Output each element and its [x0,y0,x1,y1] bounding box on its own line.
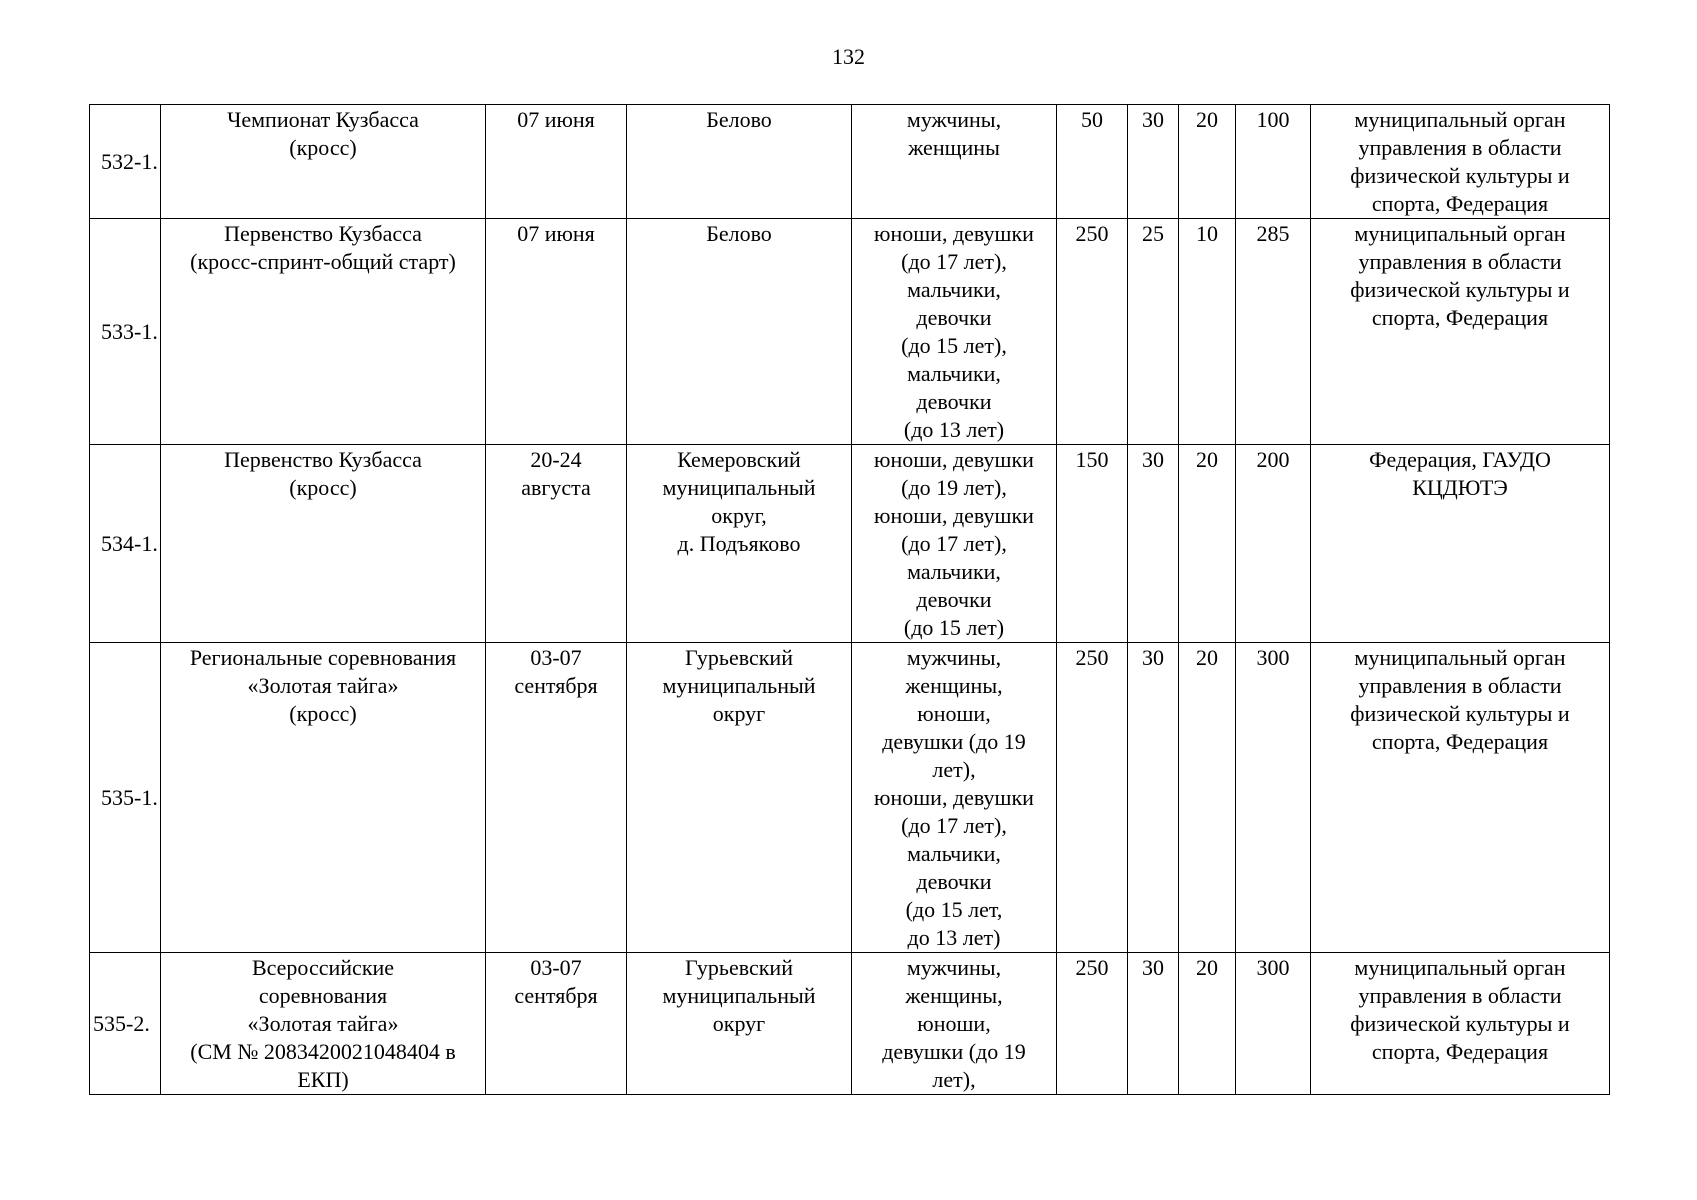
participants [852,105,1057,219]
event-name [161,219,486,445]
row-number: 533-1. [90,219,161,445]
count-3: 20 [1179,445,1236,643]
organizer-line: управления в области [1358,983,1562,1008]
participants-line: (до 19 лет), [901,475,1007,500]
participants-line: женщины [908,135,1000,160]
count-2: 30 [1128,105,1179,219]
event-place [627,219,852,445]
count-1: 150 [1057,445,1128,643]
count-3: 10 [1179,219,1236,445]
organizer [1311,219,1610,445]
event-dates-line: 07 июня [517,221,595,246]
organizer [1311,953,1610,1095]
participants-line: девушки (до 19 [882,729,1026,754]
count-total: 100 [1236,105,1311,219]
event-name-line: соревнования [258,983,388,1008]
event-place [627,445,852,643]
participants-line: (до 15 лет), [901,333,1007,358]
count-1: 50 [1057,105,1128,219]
event-place-line: муниципальный [662,475,816,500]
event-place [627,105,852,219]
page-number: 132 [832,44,865,69]
event-dates-line: 07 июня [517,107,595,132]
event-place-line: муниципальный [662,673,816,698]
organizer-line: управления в области [1358,135,1562,160]
count-1: 250 [1057,953,1128,1095]
participants-line: (до 15 лет) [903,615,1005,640]
organizer-line: управления в области [1358,249,1562,274]
count-1: 250 [1057,219,1128,445]
count-2: 30 [1128,643,1179,953]
participants-line: лет), [932,1067,976,1092]
participants-line: мужчины, [906,645,1002,670]
event-name-line: (кросс) [289,135,357,160]
row-number: 535-1. [90,643,161,953]
event-place-line: округ [712,1011,766,1036]
event-place-line: муниципальный [662,983,816,1008]
participants-line: юноши, [917,1011,991,1036]
count-2: 30 [1128,445,1179,643]
participants-line: девочки [916,587,992,612]
participants-line: девочки [916,389,992,414]
participants [852,219,1057,445]
participants-line: мальчики, [907,361,1001,386]
row-number: 534-1. [90,445,161,643]
organizer-line: муниципальный орган [1354,107,1566,132]
organizer [1311,105,1610,219]
participants-line: мальчики, [907,559,1001,584]
participants [852,643,1057,953]
event-dates-line: сентября [514,983,598,1008]
count-total: 285 [1236,219,1311,445]
participants-line: женщины, [905,673,1003,698]
participants-line: юноши, девушки [874,503,1034,528]
organizer [1311,445,1610,643]
event-place-line: Гурьевский [685,645,793,670]
event-name-line: Всероссийские [251,955,395,980]
event-dates-line: августа [521,475,591,500]
organizer [1311,643,1610,953]
event-name-line: (кросс) [289,701,357,726]
table-row [90,643,1610,953]
event-place [627,643,852,953]
event-place-line: округ, [711,503,767,528]
event-name-line: Первенство Кузбасса [224,221,422,246]
row-number: 532-1. [90,105,161,219]
organizer-line: муниципальный орган [1354,221,1566,246]
event-name-line: (кросс-спринт-общий старт) [190,249,456,274]
organizer-line: муниципальный орган [1354,645,1566,670]
event-place-line: Белово [706,221,772,246]
table-row [90,105,1610,219]
count-total: 200 [1236,445,1311,643]
event-name-line: (кросс) [289,475,357,500]
count-3: 20 [1179,105,1236,219]
event-dates-line: 20-24 [530,447,582,472]
organizer-line: Федерация, ГАУДО [1369,447,1551,472]
event-dates [486,953,627,1095]
row-number: 535-2. [90,953,161,1095]
event-name [161,643,486,953]
count-2: 30 [1128,953,1179,1095]
organizer-line: спорта, Федерация [1371,729,1549,754]
event-name-line: «Золотая тайга» [247,1011,399,1036]
participants-line: лет), [932,757,976,782]
organizer-line: спорта, Федерация [1371,305,1549,330]
organizer-line: физической культуры и [1350,277,1570,302]
participants-line: (до 17 лет), [901,531,1007,556]
participants [852,445,1057,643]
event-dates [486,445,627,643]
participants-line: (до 17 лет), [901,813,1007,838]
count-3: 20 [1179,643,1236,953]
count-total: 300 [1236,643,1311,953]
event-name-line: (СМ № 2083420021048404 в [190,1039,456,1064]
organizer-line: спорта, Федерация [1371,191,1549,216]
event-place-line: Гурьевский [685,955,793,980]
participants-line: (до 17 лет), [901,249,1007,274]
participants-line: юноши, [917,701,991,726]
participants-line: (до 15 лет, [905,897,1003,922]
participants [852,953,1057,1095]
events-table [89,104,1610,1095]
event-name-line: Первенство Кузбасса [224,447,422,472]
table-row [90,445,1610,643]
participants-line: девочки [916,869,992,894]
event-dates-line: 03-07 [530,955,582,980]
organizer-line: спорта, Федерация [1371,1039,1549,1064]
participants-line: юноши, девушки [874,221,1034,246]
participants-line: мальчики, [907,841,1001,866]
participants-line: женщины, [905,983,1003,1008]
event-name-line: ЕКП) [297,1067,349,1092]
event-place-line: Белово [706,107,772,132]
event-name-line: Региональные соревнования [189,645,457,670]
participants-line: мальчики, [907,277,1001,302]
event-place-line: д. Подъяково [677,531,801,556]
event-name [161,445,486,643]
event-name [161,105,486,219]
event-name [161,953,486,1095]
table-row [90,219,1610,445]
organizer-line: КЦДЮТЭ [1412,475,1508,500]
participants-line: до 13 лет) [907,925,1001,950]
organizer-line: физической культуры и [1350,701,1570,726]
organizer-line: физической культуры и [1350,1011,1570,1036]
event-dates [486,643,627,953]
count-2: 25 [1128,219,1179,445]
event-dates-line: 03-07 [530,645,582,670]
organizer-line: муниципальный орган [1354,955,1566,980]
participants-line: юноши, девушки [874,447,1034,472]
organizer-line: физической культуры и [1350,163,1570,188]
event-dates [486,219,627,445]
participants-line: мужчины, [906,955,1002,980]
event-place [627,953,852,1095]
event-place-line: Кемеровский [677,447,801,472]
participants-line: (до 13 лет) [903,417,1005,442]
participants-line: девочки [916,305,992,330]
count-total: 300 [1236,953,1311,1095]
table-row [90,953,1610,1095]
event-name-line: Чемпионат Кузбасса [227,107,419,132]
event-dates-line: сентября [514,673,598,698]
event-place-line: округ [712,701,766,726]
count-3: 20 [1179,953,1236,1095]
participants-line: девушки (до 19 [882,1039,1026,1064]
participants-line: юноши, девушки [874,785,1034,810]
event-dates [486,105,627,219]
participants-line: мужчины, [906,107,1002,132]
organizer-line: управления в области [1358,673,1562,698]
count-1: 250 [1057,643,1128,953]
event-name-line: «Золотая тайга» [247,673,399,698]
